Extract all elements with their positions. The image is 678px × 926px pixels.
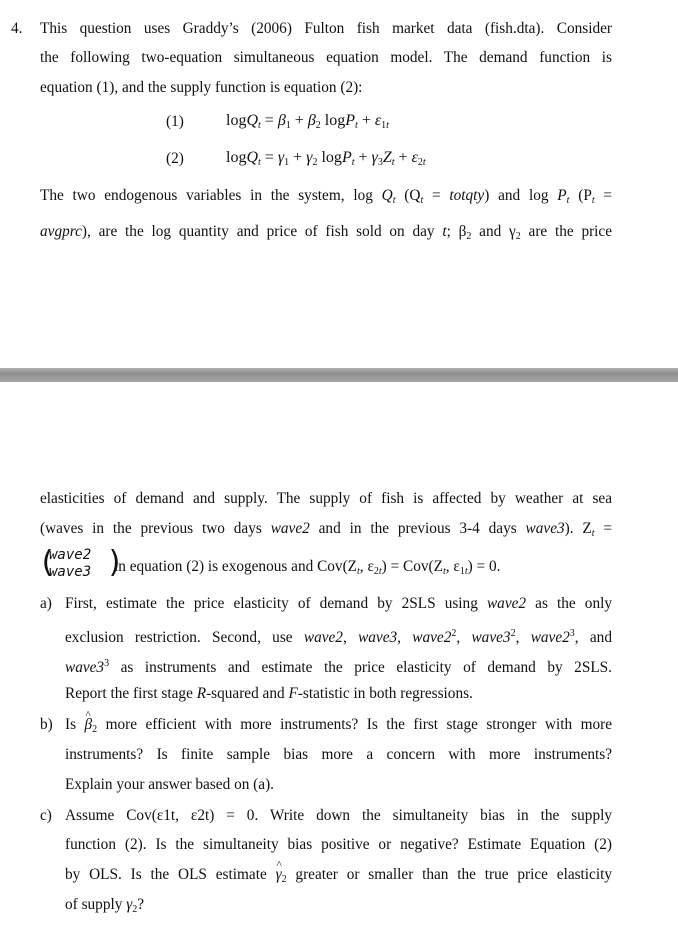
- part-b-line-1: Is ^ $\beta_2$ more efficient with more instruments? Is the first stage stronger with more: [65, 715, 612, 740]
- part-a-line-4: Report the first stage R-squared and F-statistic in both regressions.: [65, 685, 473, 702]
- question-intro-line-1: This question uses Graddy’s (2006) Fulton fish market data (fish.dta). Consider: [40, 20, 612, 37]
- paragraph-endogenous-line-1: The two endogenous variables in the system, $\log Q_t$ ($Q_t$ = totqty) and $\log P_t$ ($P_t$ =: [40, 187, 613, 206]
- part-a-line-3: $wave3^3$ as instruments and estimate the price elasticity of demand by 2SLS.: [65, 658, 612, 676]
- part-c-line-3: by OLS. Is the OLS estimate ^ $\gamma_2$ greater or smaller than the true price elasticity: [65, 865, 612, 890]
- vector-column: [49, 547, 91, 581]
- equation-2-text: $\log Q_t = \gamma_1 + \gamma_2$ $\log P_t + \gamma_3Z_t + \varepsilon_{2t}$: [226, 149, 426, 168]
- equation-1-text: $\log Q_t = \beta_1 + \beta_2$ $\log P_t + \varepsilon_{1t}$: [226, 112, 389, 131]
- part-c-line-1: Assume Cov(ε1t, ε2t) = 0. Write down the simultaneity bias in the supply: [65, 807, 612, 824]
- equation-2: [226, 148, 426, 173]
- question-intro-line-2: the following two-equation simultaneous equation model. The demand function is: [40, 49, 612, 66]
- part-a-label: a): [40, 595, 52, 612]
- part-c-label: c): [40, 807, 52, 824]
- part-c-line-4: of supply $\gamma_2$?: [65, 896, 145, 915]
- paragraph-elasticities-line: elasticities of demand and supply. The supply of fish is affected by weather at sea: [40, 490, 612, 507]
- vector-bottom: wave3: [49, 564, 92, 580]
- paragraph-exogenous-line: in equation (2) is exogenous and $Cov(Z_t$, $\varepsilon_{2t}) = Cov(Z_t$, $\varepsilon_{1t}) = 0$.: [114, 558, 501, 577]
- part-a-line-1: First, estimate the price elasticity of demand by 2SLS using wave2 as the only: [65, 595, 612, 612]
- paragraph-endogenous-line-2: avgprc), are the log quantity and price of fish sold on day t; $\beta_2$ and $\gamma_2$ are the price: [40, 223, 613, 242]
- vector-top: wave2: [49, 547, 92, 563]
- vector-left-paren: (: [38, 545, 57, 580]
- paragraph-waves-line: (waves in the previous two days wave2 and in the previous 3-4 days wave3). $Z_t$ =: [40, 520, 613, 539]
- part-c-line-2: function (2). Is the simultaneity bias positive or negative? Estimate Equation (2): [65, 836, 612, 853]
- page-divider: [0, 368, 678, 382]
- equation-1-label: (1): [166, 113, 184, 130]
- equation-2-label: (2): [166, 150, 184, 167]
- part-b-label: b): [40, 716, 53, 733]
- question-intro-line-3: equation (1), and the supply function is equation (2):: [40, 79, 363, 96]
- part-a-line-2: exclusion restriction. Second, use wave2, wave3, $wave2^2$, $wave3^2$, $wave2^3$, and: [65, 628, 612, 646]
- question-number: 4.: [11, 20, 23, 37]
- equation-1: [226, 111, 389, 136]
- part-b-line-2: instruments? Is finite sample bias more a concern with more instruments?: [65, 746, 612, 763]
- vector-right-paren: ): [106, 545, 125, 580]
- part-b-line-3: Explain your answer based on (a).: [65, 776, 274, 793]
